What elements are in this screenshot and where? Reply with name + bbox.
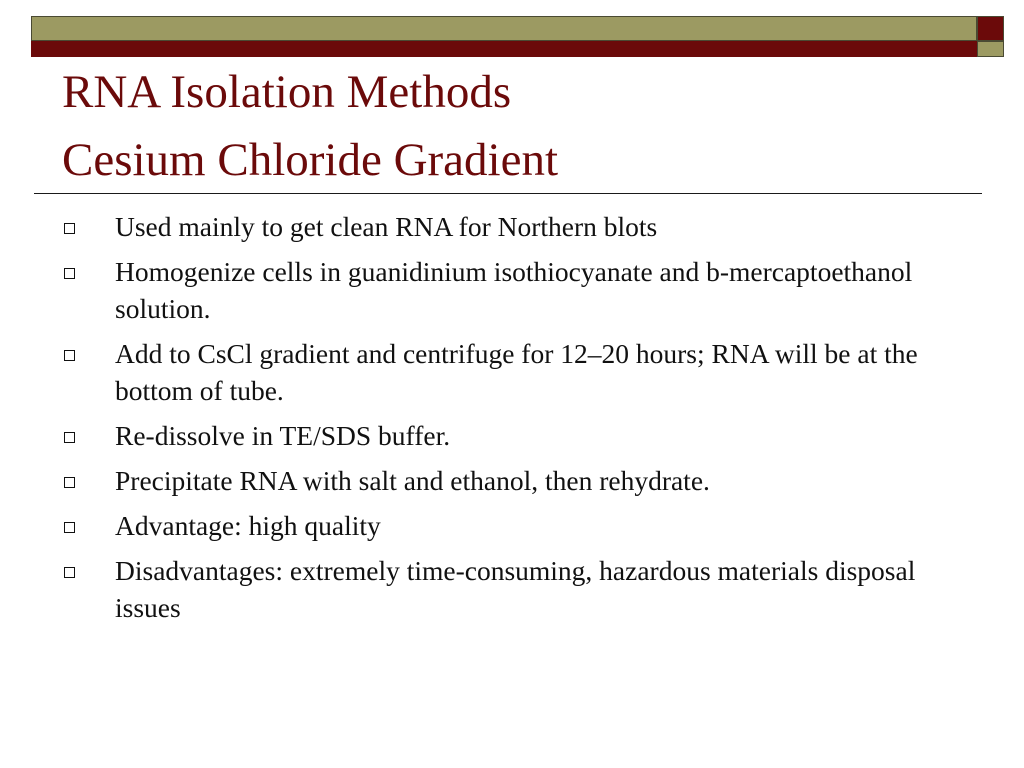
- bullet-text: Advantage: high quality: [115, 510, 381, 541]
- bullet-text: Re-dissolve in TE/SDS buffer.: [115, 420, 451, 451]
- hollow-square-icon: [64, 350, 75, 361]
- bullet-item: [64, 208, 964, 245]
- bullet-text: Homogenize cells in guanidinium isothiocyanate and b-mercaptoethanol solution.: [115, 256, 913, 324]
- hollow-square-icon: [64, 522, 75, 533]
- header-olive-bar: [31, 16, 977, 41]
- hollow-square-icon: [64, 567, 75, 578]
- corner-maroon-square: [977, 16, 1004, 41]
- corner-olive-square: [977, 41, 1004, 57]
- bullet-item: [64, 335, 964, 409]
- bullet-text: Precipitate RNA with salt and ethanol, then rehydrate.: [115, 465, 710, 496]
- bullet-item: [64, 552, 964, 626]
- slide-title: [62, 58, 982, 194]
- bullet-text: Used mainly to get clean RNA for Northern blots: [115, 211, 658, 242]
- hollow-square-icon: [64, 268, 75, 279]
- bullet-item: [64, 507, 964, 544]
- bullet-item: [64, 253, 964, 327]
- bullet-text: Disadvantages: extremely time-consuming, hazardous materials disposal issues: [115, 555, 916, 623]
- title-divider: [34, 193, 982, 194]
- header-maroon-bar: [31, 41, 977, 57]
- title-line-2: Cesium Chloride Gradient: [62, 134, 559, 186]
- hollow-square-icon: [64, 223, 75, 234]
- bullet-item: [64, 417, 964, 454]
- bullet-item: [64, 462, 964, 499]
- bullet-text: Add to CsCl gradient and centrifuge for 12–20 hours; RNA will be at the bottom of tube.: [115, 338, 918, 406]
- bullet-list: [64, 208, 964, 634]
- hollow-square-icon: [64, 432, 75, 443]
- hollow-square-icon: [64, 477, 75, 488]
- title-line-1: RNA Isolation Methods: [62, 66, 512, 118]
